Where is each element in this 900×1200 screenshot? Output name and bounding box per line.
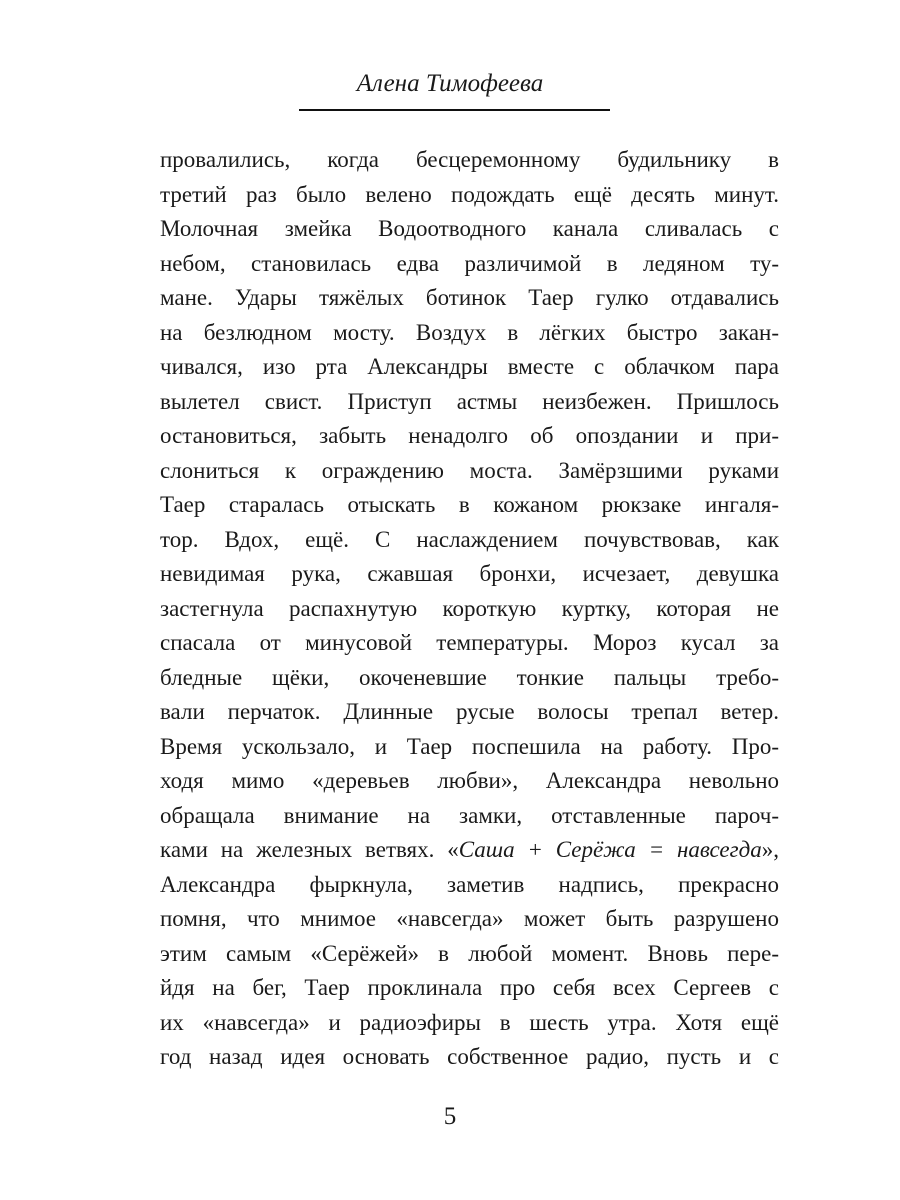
- page-number: 5: [443, 1103, 457, 1130]
- text-line: их «навсегда» и радиоэфиры в шесть утра. Хотя ещё: [160, 1009, 779, 1035]
- text-line: Таер старалась отыскать в кожаном рюкзаке ингаля-: [160, 492, 779, 517]
- text-line: вылетел свист. Приступ астмы неизбежен. Пришлось: [160, 388, 779, 414]
- running-header-author: Алена Тимофеева: [356, 70, 544, 97]
- text-line: застегнула распахнутую короткую куртку, которая не: [160, 595, 779, 621]
- text-line: этим самым «Серёжей» в любой момент. Вновь пере-: [160, 940, 779, 966]
- text-line: невидимая рука, сжавшая бронхи, исчезает, девушка: [160, 561, 779, 586]
- text-line: на безлюдном мосту. Воздух в лёгких быстро закан-: [160, 319, 779, 345]
- text-line: Молочная змейка Водоотводного канала сливалась с: [160, 216, 779, 241]
- text-line: тор. Вдох, ещё. С наслаждением почувствовав, как: [160, 526, 779, 552]
- italic-inscription: Саша + Серёжа = навсегда: [458, 837, 762, 862]
- text-line: год назад идея основать собственное радио, пусть и с: [160, 1044, 779, 1069]
- text-line: мане. Удары тяжёлых ботинок Таер гулко отдавались: [160, 285, 779, 310]
- text-line: спасала от минусовой температуры. Мороз кусал за: [160, 630, 779, 655]
- text-line: Александра фыркнула, заметив надпись, прекрасно: [160, 871, 779, 897]
- line-text-pre: ками на железных ветвях. «: [160, 837, 459, 862]
- text-line: третий раз было велено подождать ещё десять минут.: [160, 181, 779, 207]
- text-line: ходя мимо «деревьев любви», Александра невольно: [160, 768, 779, 793]
- text-line: провалились, когда бесцеремонному будильнику в: [160, 147, 779, 172]
- text-line: слониться к ограждению моста. Замёрзшими руками: [160, 457, 779, 483]
- text-line: небом, становилась едва различимой в ледяном ту-: [160, 250, 779, 276]
- text-line: помня, что мнимое «навсегда» может быть разрушено: [160, 906, 779, 931]
- text-line: Время ускользало, и Таер поспешила на работу. Про-: [160, 733, 779, 759]
- line-text-post: »,: [761, 837, 780, 862]
- text-line: остановиться, забыть ненадолго об опоздании и при-: [160, 423, 779, 448]
- text-line: чивался, изо рта Александры вместе с облачком пара: [160, 354, 779, 379]
- text-line: йдя на бег, Таер проклинала про себя всех Сергеев с: [160, 975, 779, 1000]
- header-rule: [299, 109, 610, 111]
- text-line-with-quote: [160, 833, 779, 868]
- body-text: [160, 143, 779, 1075]
- text-line: бледные щёки, окоченевшие тонкие пальцы требо-: [160, 664, 779, 690]
- text-line: вали перчаток. Длинные русые волосы трепал ветер.: [160, 699, 779, 724]
- text-line: обращала внимание на замки, отставленные пароч-: [160, 802, 779, 828]
